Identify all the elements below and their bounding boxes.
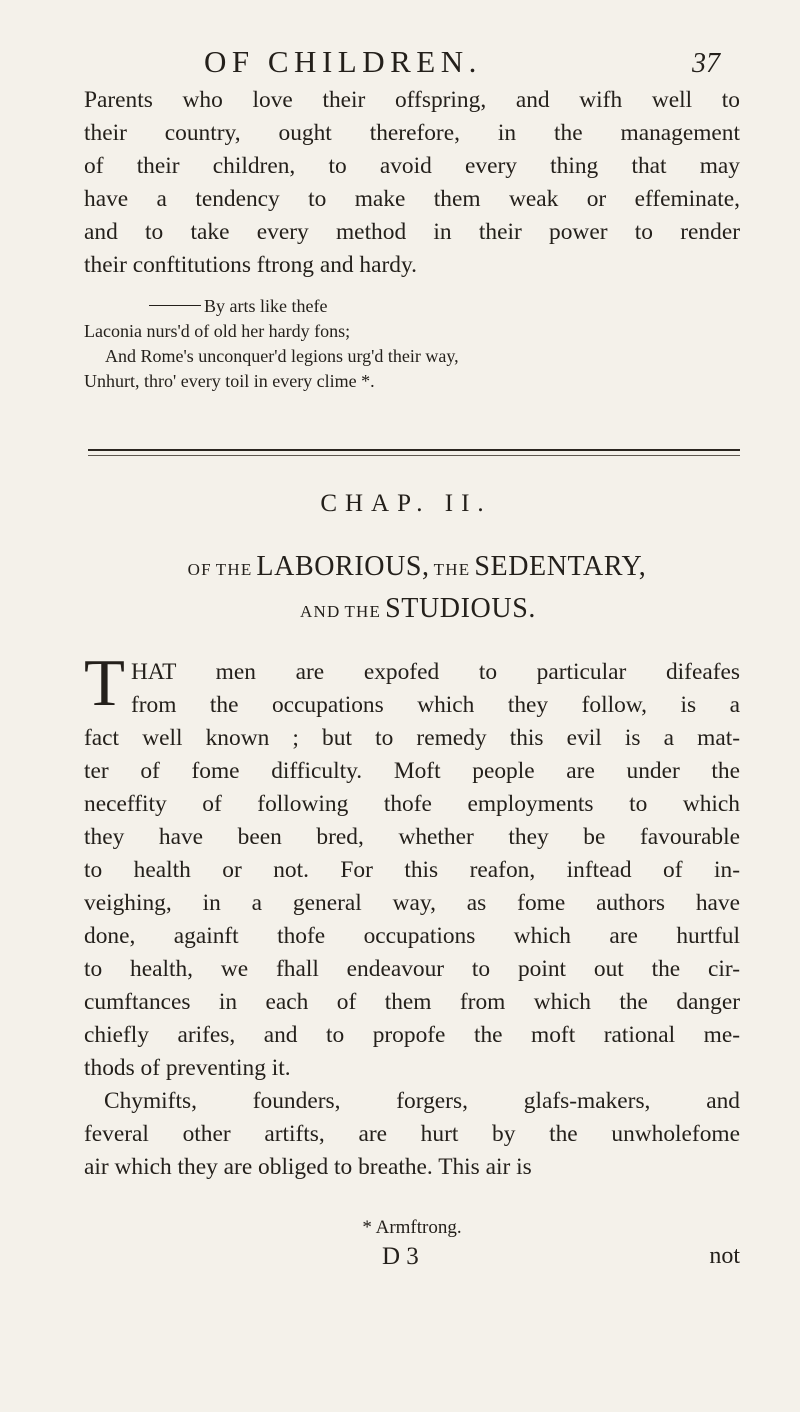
text-line: their conftitutions ftrong and hardy. <box>84 252 418 278</box>
verse-line: Laconia nurs'd of old her hardy fons; <box>84 321 351 341</box>
text-line: air which they are obliged to breathe. This air is <box>84 1154 532 1180</box>
text-line: Parents who love their offspring, and wifh well to <box>84 87 740 113</box>
chapter-title <box>84 548 740 632</box>
chapter-title-line: OF THE LABORIOUS, THE SEDENTARY, <box>187 551 647 582</box>
drop-cap: T <box>84 646 125 720</box>
text-line: Chymifts, founders, forgers, glafs-makers, and <box>104 1088 740 1114</box>
text-line: to health or not. For this reafon, inftead of in- <box>84 857 740 883</box>
text-line: to health, we fhall endeavour to point out the cir- <box>84 956 740 982</box>
em-dash-rule <box>149 305 201 306</box>
running-head <box>84 0 740 84</box>
text-line: they have been bred, whether they be favourable <box>84 824 740 850</box>
verse-line: By arts like thefe <box>84 294 740 319</box>
section-rule <box>88 449 740 456</box>
text-line: their country, ought therefore, in the management <box>84 120 740 146</box>
text-line: done, againft thofe occupations which are hurtful <box>84 923 740 949</box>
chapter-heading: CHAP. II. <box>320 490 492 517</box>
text-line: ter of fome difficulty. Moft people are under the <box>84 758 740 784</box>
chapter-title-line: AND THE STUDIOUS. <box>300 593 536 624</box>
verse-line: Unhurt, thro' every toil in every clime *. <box>84 371 375 391</box>
chapter-body <box>84 646 740 1184</box>
verse-quotation <box>84 294 740 394</box>
signature-mark: D 3 <box>382 1243 419 1270</box>
text-line: feveral other artifts, are hurt by the unwholefome <box>84 1121 740 1147</box>
verse-line: And Rome's unconquer'd legions urg'd their way, <box>105 346 459 366</box>
text-line: veighing, in a general way, as fome authors have <box>84 890 740 916</box>
text-line: fact well known ; but to remedy this evil is a mat- <box>84 725 740 751</box>
text-line: chiefly arifes, and to propofe the moft rational me- <box>84 1022 740 1048</box>
catchword: not <box>709 1243 740 1269</box>
text-line: cumftances in each of them from which the danger <box>84 989 740 1015</box>
text-line: have a tendency to make them weak or effeminate, <box>84 186 740 212</box>
text-line: thods of preventing it. <box>84 1055 291 1081</box>
page-number: 37 <box>692 48 720 79</box>
text-line: HAT men are expofed to particular difeafes <box>130 659 740 685</box>
text-line: neceffity of following thofe employments to which <box>84 791 740 817</box>
page-footer <box>84 1243 740 1283</box>
text-line: of their children, to avoid every thing that may <box>84 153 740 179</box>
footnote: * Armftrong. <box>362 1217 462 1238</box>
text-line: from the occupations which they follow, is a <box>130 692 740 718</box>
intro-paragraph <box>84 84 740 282</box>
running-title: OF CHILDREN. <box>204 44 482 79</box>
text-line: and to take every method in their power to render <box>84 219 740 245</box>
